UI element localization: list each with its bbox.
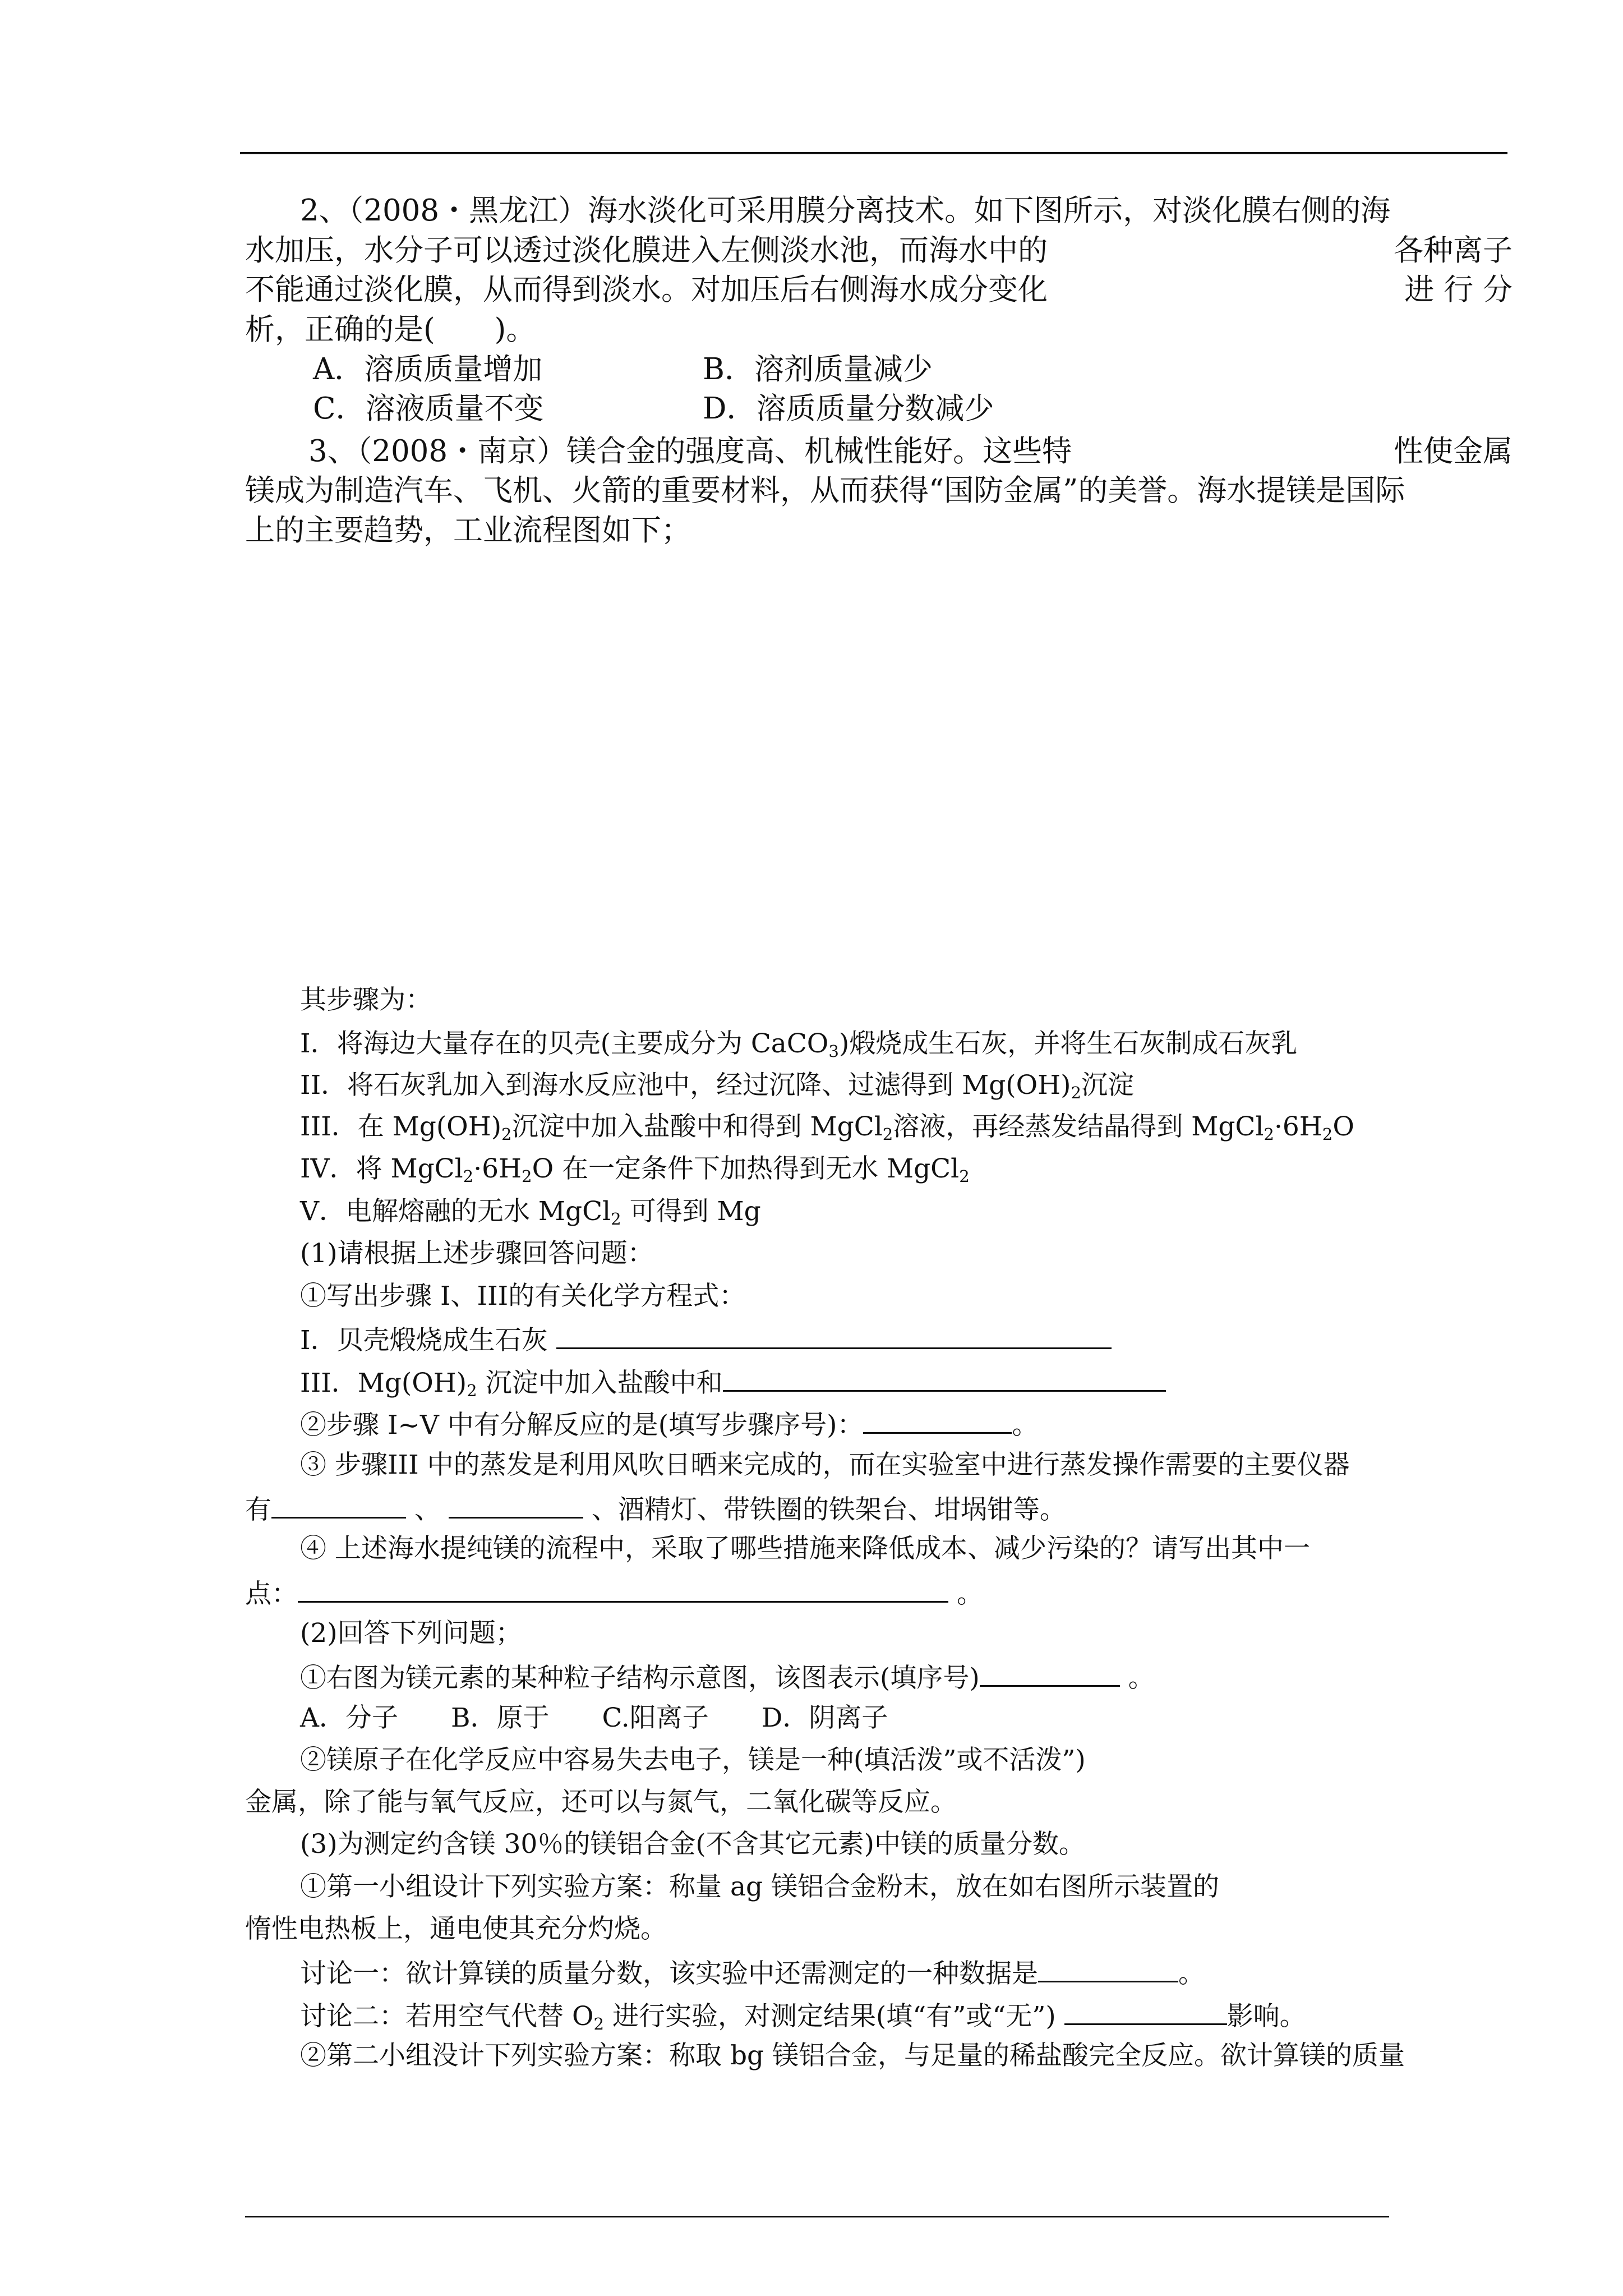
answer-blank-influence[interactable] <box>1064 1994 1227 2025</box>
steps-intro: 其步骤为： <box>300 984 432 1015</box>
header-rule <box>240 152 1507 154</box>
part-1-q1-iii: III．$Mg(OH)_2$ 沉淀中加入盐酸中和 <box>300 1361 1166 1410</box>
q2-option-c: C．溶液质量不变 <box>313 392 544 426</box>
answer-blank-instrument-2[interactable] <box>449 1488 583 1519</box>
q3-line-3: 上的主要趋势，工业流程图如下； <box>245 513 691 547</box>
part-1-q4-line-2: 点： 。 <box>245 1572 983 1614</box>
part-2-options: A．分子 B．原于 C.阳离子 D．阴离子 <box>300 1703 888 1733</box>
q2-line-3: 不能通过淡化膜，从而得到淡水。对加压后右侧海水成分变化 进 行 分 <box>245 273 1513 307</box>
step-2: II．将石灰乳加入到海水反应池中，经过沉降、过滤得到 $Mg(OH)_2$沉淀 <box>300 1070 1135 1103</box>
part-1-q2: ②步骤 I~V 中有分解反应的是(填写步骤序号)： 。 <box>300 1403 1038 1445</box>
part-3-q2: ②第二小组没计下列实验方案：称取 bg 镁铝合金，与足量的稀盐酸完全反应。欲计算镁的质量 <box>300 2040 1405 2071</box>
part-1-q3-line-1: ③ 步骤III 中的蒸发是利用风吹日晒来完成的，而在实验室中进行蒸发操作需要的主要仪器 <box>300 1450 1350 1480</box>
answer-blank-instrument-1[interactable] <box>271 1488 406 1519</box>
part-2-q2-line-2: 金属，除了能与氧气反应，还可以与氮气，二氧化碳等反应。 <box>245 1787 957 1818</box>
q3-line-1: 3、（2008・南京）镁合金的强度高、机械性能好。这些特 性使金属 <box>308 434 1513 468</box>
q3-line-2: 镁成为制造汽车、飞机、火箭的重要材料，从而获得“国防金属”的美誉。海水提镁是国际 <box>245 473 1405 508</box>
part-3-title: (3)为测定约含镁 30％的镁铝合金(不含其它元素)中镁的质量分数。 <box>300 1829 1085 1860</box>
q2-line-1: 2、（2008・黑龙江）海水淡化可采用膜分离技术。如下图所示，对淡化膜右侧的海 <box>300 194 1391 228</box>
part-2-title: (2)回答下列问题； <box>300 1618 522 1649</box>
part-1-q3-line-2: 有 、 、酒精灯、带铁圈的铁架台、坩埚钳等。 <box>245 1488 1066 1530</box>
part-3-q1-line-2: 惰性电热板上，通电使其充分灼烧。 <box>245 1913 667 1944</box>
q2-line-4: 析，正确的是( )。 <box>245 312 536 347</box>
part-1-title: (1)请根据上述步骤回答问题： <box>300 1238 654 1269</box>
q2-option-b: B．溶剂质量减少 <box>703 352 933 386</box>
answer-blank-iii[interactable] <box>723 1361 1166 1392</box>
part-2-q2-line-1: ②镁原子在化学反应中容易失去电子，镁是一种(填活泼”或不活泼”) <box>300 1745 1086 1775</box>
part-1-q4-line-1: ④ 上述海水提纯镁的流程中，采取了哪些措施来降低成本、减少污染的？请写出其中一 <box>300 1533 1310 1564</box>
part-1-q1: ①写出步骤 I、III的有关化学方程式： <box>300 1281 746 1312</box>
part-3-q1-line-1: ①第一小组设计下列实验方案：称量 ag 镁铝合金粉末，放在如右图所示装置的 <box>300 1871 1219 1902</box>
q2-line-2: 水加压，水分子可以透过淡化膜进入左侧淡水池，而海水中的 各种离子 <box>245 233 1513 268</box>
answer-blank-data[interactable] <box>1038 1952 1178 1982</box>
q2-option-d: D．溶质质量分数减少 <box>703 392 994 426</box>
q2-option-a: A．溶质质量增加 <box>313 352 543 386</box>
step-5: V．电解熔融的无水 MgCl$_2$ 可得到 Mg <box>300 1196 761 1229</box>
answer-blank-i[interactable] <box>556 1318 1112 1349</box>
part-1-q1-i: I．贝壳煅烧成生石灰 <box>300 1318 1112 1360</box>
answer-blank-particle[interactable] <box>980 1656 1120 1687</box>
answer-blank-decomposition[interactable] <box>863 1403 1012 1434</box>
step-1: I．将海边大量存在的贝壳(主要成分为 CaCO$_3$)煅烧成生石灰，并将生石灰制成石灰乳 <box>300 1028 1298 1061</box>
step-4: IV．将 $MgCl_2\cdot 6H_2O$ 在一定条件下加热得到无水 MgCl$_2$ <box>300 1153 970 1186</box>
part-3-discussion-1: 讨论一：欲计算镁的质量分数，该实验中还需测定的一种数据是 。 <box>300 1952 1205 1994</box>
answer-blank-measure[interactable] <box>298 1572 948 1603</box>
part-3-discussion-2: 讨论二：若用空气代替 $O_2$ 进行实验，对测定结果(填“有”或“无”) 影响。 <box>300 1994 1306 2044</box>
part-2-q1: ①右图为镁元素的某种粒子结构示意图，该图表示(填序号) 。 <box>300 1656 1155 1698</box>
step-3: III．在 $Mg(OH)_2$沉淀中加入盐酸中和得到 MgCl$_2$溶液，再经蒸发结晶得到 $MgCl_2\cdot 6H_2O$ <box>300 1111 1354 1144</box>
footer-rule <box>245 2216 1389 2217</box>
